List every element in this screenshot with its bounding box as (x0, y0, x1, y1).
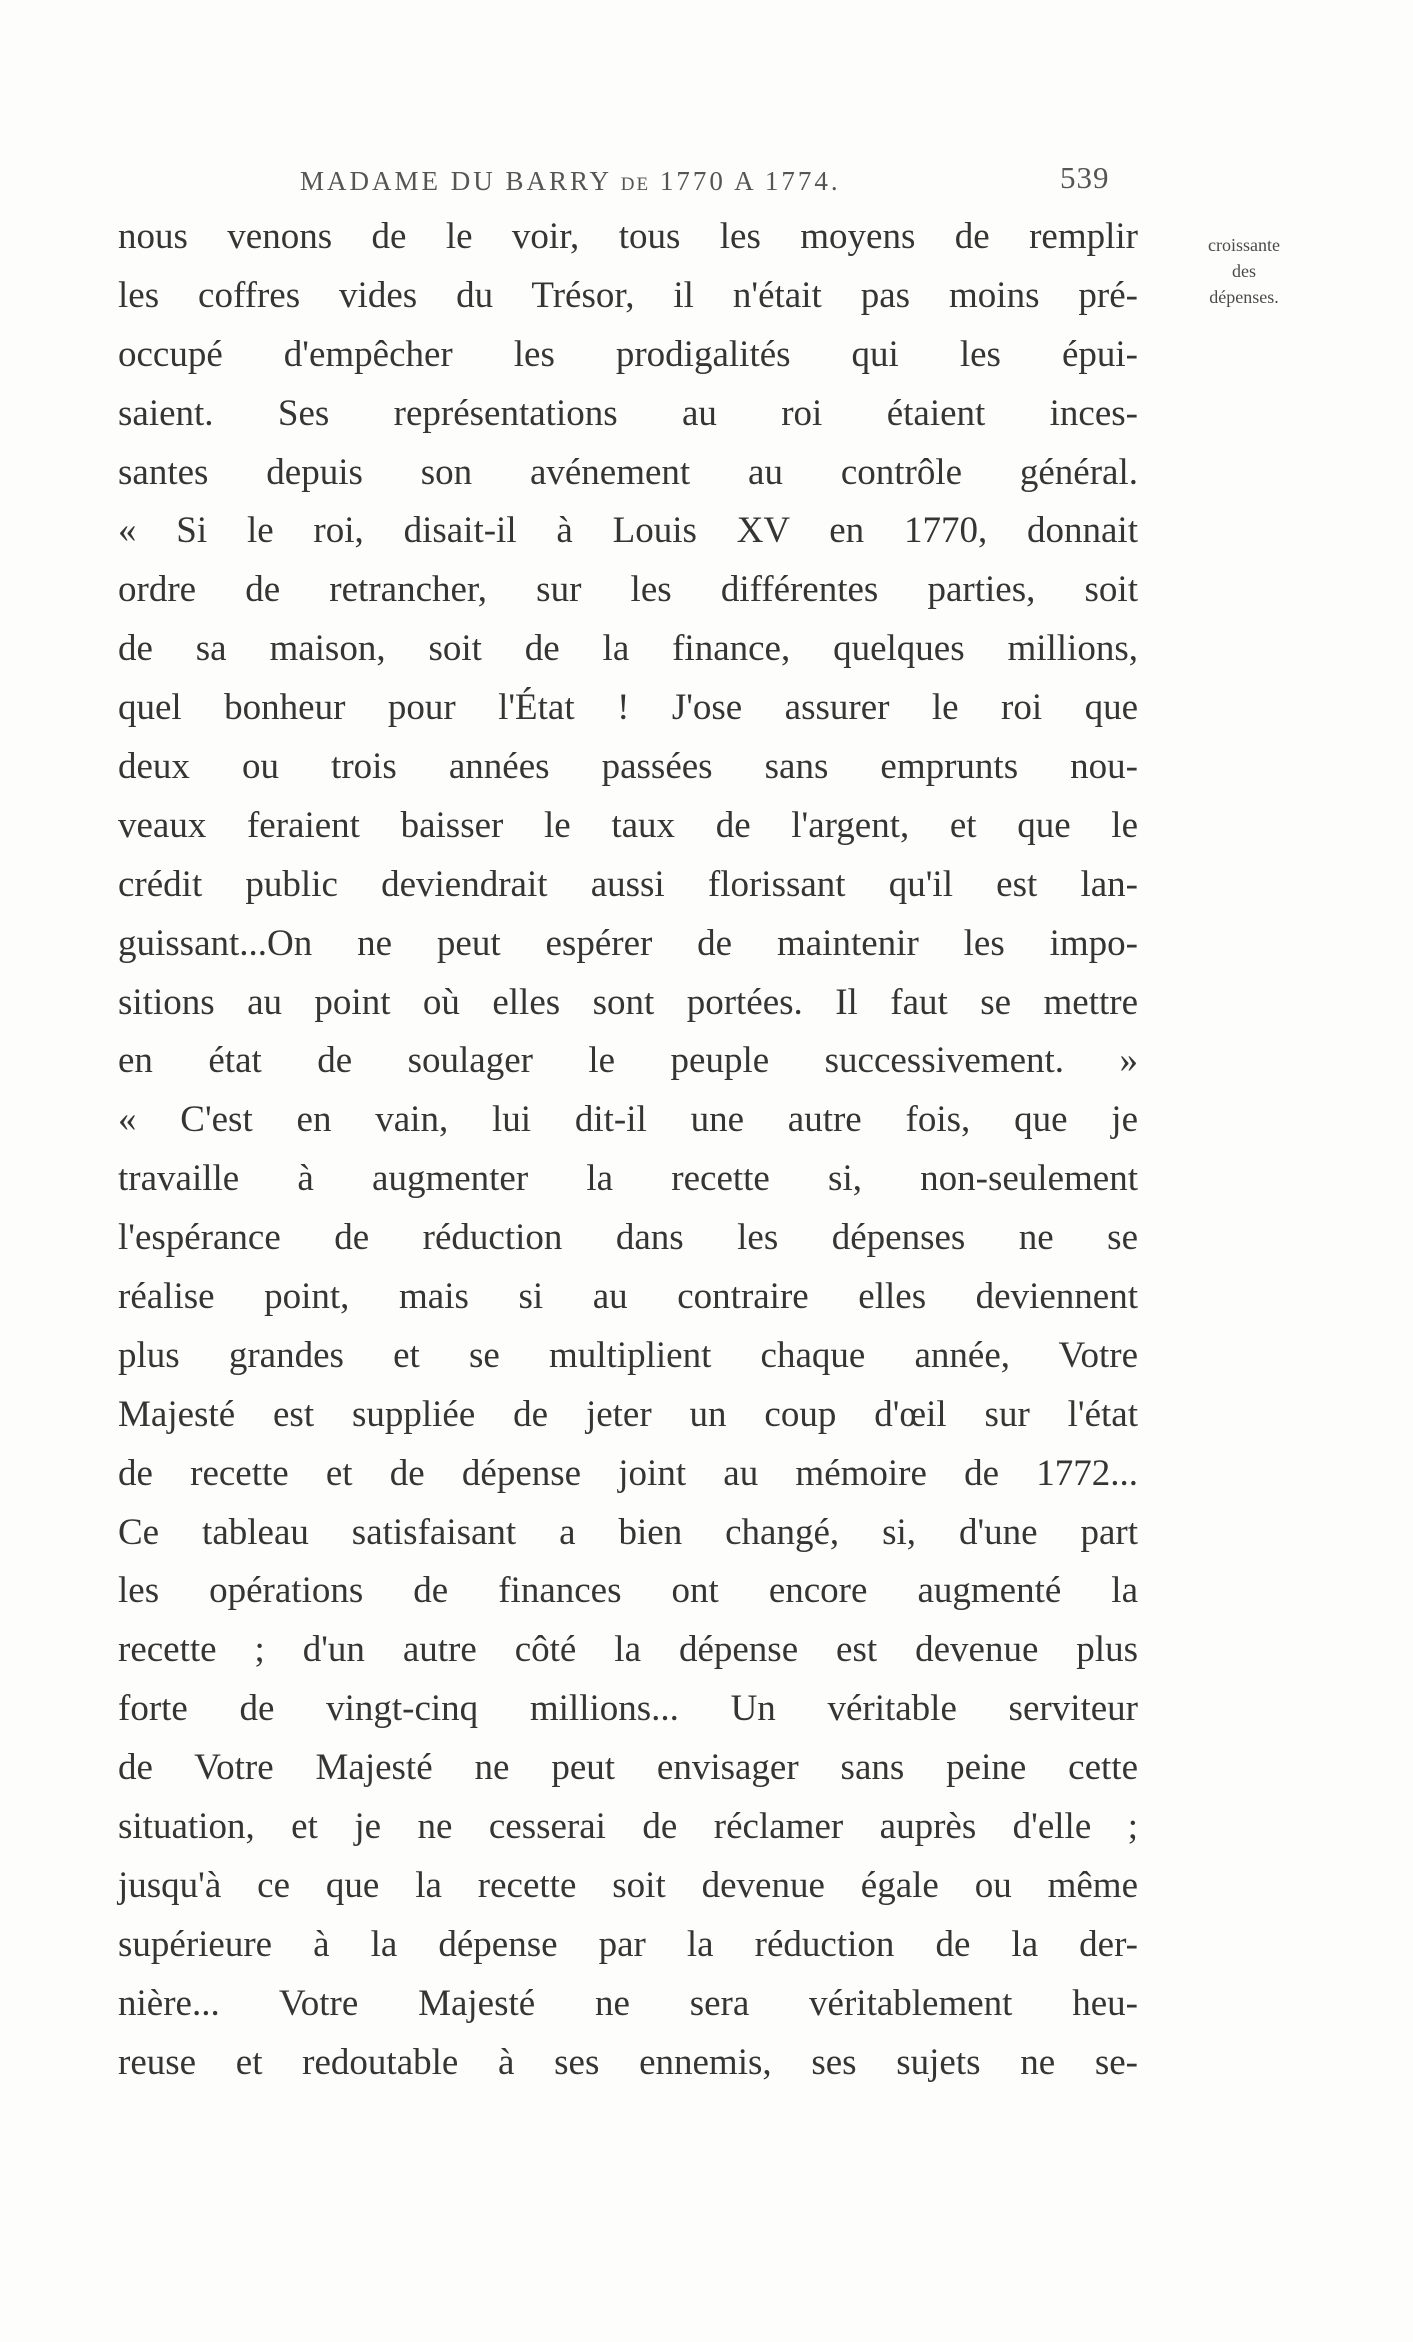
text-line: les coffres vides du Trésor, il n'était pas moins pré- (118, 274, 1138, 316)
text-line: santes depuis son avénement au contrôle général. (118, 451, 1138, 493)
text-line: supérieure à la dépense par la réduction de la der- (118, 1923, 1138, 1965)
text-line: deux ou trois années passées sans emprunts nou- (118, 746, 1138, 788)
text-line: saient. Ses représentations au roi étaient inces- (118, 392, 1138, 434)
text-line: « C'est en vain, lui dit-il une autre fois, que je (118, 1099, 1138, 1141)
margin-note-line: dépenses. (1209, 287, 1279, 307)
text-line: de recette et de dépense joint au mémoire de 1772... (118, 1452, 1138, 1494)
text-line: guissant...On ne peut espérer de maintenir les impo- (118, 922, 1138, 964)
text-line: forte de vingt-cinq millions... Un véritable serviteur (118, 1688, 1138, 1730)
text-line: réalise point, mais si au contraire elles deviennent (118, 1276, 1138, 1318)
text-line: jusqu'à ce que la recette soit devenue égale ou même (118, 1864, 1138, 1906)
text-line: l'espérance de réduction dans les dépenses ne se (118, 1217, 1138, 1259)
text-line: reuse et redoutable à ses ennemis, ses sujets ne se- (118, 2041, 1138, 2083)
body-text (118, 208, 1138, 2093)
margin-note-line: des (1232, 261, 1256, 281)
text-line: nière... Votre Majesté ne sera véritablement heu- (118, 1982, 1138, 2024)
text-line: « Si le roi, disait-il à Louis XV en 1770, donnait (118, 510, 1138, 552)
margin-note (1184, 232, 1304, 310)
text-line: ordre de retrancher, sur les différentes parties, soit (118, 569, 1138, 611)
margin-note-line: croissante (1208, 235, 1280, 255)
text-line: nous venons de le voir, tous les moyens de remplir (118, 216, 1138, 257)
text-line: Majesté est suppliée de jeter un coup d'œil sur l'état (118, 1393, 1138, 1435)
text-line: recette ; d'un autre côté la dépense est devenue plus (118, 1629, 1138, 1671)
running-head-dates: 1770 A 1774. (659, 166, 841, 196)
text-line: de sa maison, soit de la finance, quelques millions, (118, 628, 1138, 670)
running-head-preposition: DE (620, 174, 651, 195)
text-line: travaille à augmenter la recette si, non-seulement (118, 1158, 1138, 1200)
text-line: sitions au point où elles sont portées. Il faut se mettre (118, 981, 1138, 1023)
page-number: 539 (1060, 160, 1110, 195)
text-line: occupé d'empêcher les prodigalités qui les épui- (118, 333, 1138, 375)
running-head (300, 166, 950, 206)
running-head-title: MADAME DU BARRY (300, 166, 612, 196)
text-line: de Votre Majesté ne peut envisager sans peine cette (118, 1747, 1138, 1789)
text-line: situation, et je ne cesserai de réclamer auprès d'elle ; (118, 1806, 1138, 1848)
text-line: quel bonheur pour l'État ! J'ose assurer le roi que (118, 687, 1138, 729)
text-line: en état de soulager le peuple successivement. » (118, 1040, 1138, 1082)
text-line: les opérations de finances ont encore augmenté la (118, 1570, 1138, 1612)
text-line: crédit public deviendrait aussi florissant qu'il est lan- (118, 863, 1138, 905)
text-line: veaux feraient baisser le taux de l'argent, et que le (118, 804, 1138, 846)
text-line: Ce tableau satisfaisant a bien changé, si, d'une part (118, 1511, 1138, 1553)
text-line: plus grandes et se multiplient chaque année, Votre (118, 1334, 1138, 1376)
